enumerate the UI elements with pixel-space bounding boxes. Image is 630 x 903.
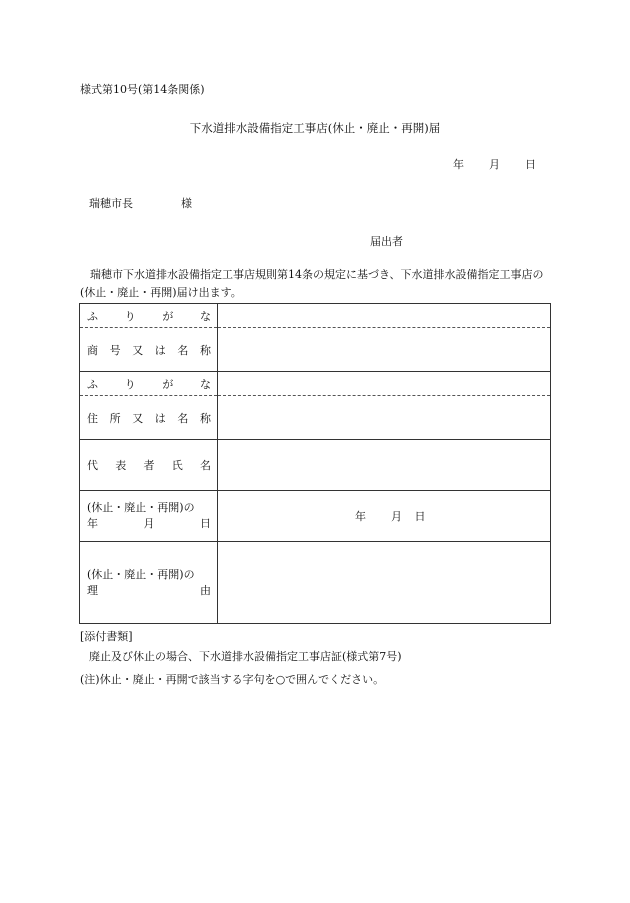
note-text: (注)休止・廃止・再開で該当する字句を○で囲んでください。 xyxy=(80,673,385,686)
label-reason-line1: (休止・廃止・再開)の xyxy=(87,567,195,581)
recipient-name: 瑞穂市長 xyxy=(89,197,133,210)
date-day: 日 xyxy=(525,158,536,171)
label-furigana-1: ふ り が な xyxy=(87,309,211,323)
date-year: 年 xyxy=(453,158,464,171)
field-address[interactable] xyxy=(218,396,551,440)
document-title: 下水道排水設備指定工事店(休止・廃止・再開)届 xyxy=(189,121,441,135)
attachments-heading: [添付書類] xyxy=(80,630,133,643)
recipient-honorific: 様 xyxy=(181,197,192,210)
form-number: 様式第10号(第14条関係) xyxy=(80,83,205,96)
field-date-month: 月 xyxy=(391,510,402,523)
field-furigana-1[interactable] xyxy=(218,304,551,328)
field-trade-name[interactable] xyxy=(218,328,551,372)
label-representative: 代 表 者 氏 名 xyxy=(87,459,211,472)
label-reason-line2: 理 由 xyxy=(87,583,211,597)
date-month: 月 xyxy=(489,158,500,171)
row-trade-name xyxy=(80,328,551,372)
label-trade-name: 商 号 又 は 名 称 xyxy=(87,343,211,357)
label-address: 住 所 又 は 名 称 xyxy=(87,411,211,425)
row-address xyxy=(80,396,551,440)
row-furigana-1 xyxy=(80,304,551,328)
submitter-label: 届出者 xyxy=(370,235,403,248)
field-reason[interactable] xyxy=(218,542,551,624)
field-date[interactable] xyxy=(218,491,551,542)
field-date-day: 日 xyxy=(414,510,426,523)
label-date-line1: (休止・廃止・再開)の xyxy=(87,501,195,514)
field-representative[interactable] xyxy=(218,440,551,491)
info-table xyxy=(79,303,551,624)
body-text: 瑞穂市下水道排水設備指定工事店規則第14条の規定に基づき、下水道排水設備指定工事店の(休止・廃止・再開)届け出ます。 xyxy=(80,268,544,299)
field-date-year: 年 xyxy=(355,510,366,523)
label-date-line2: 年 月 日 xyxy=(87,517,211,530)
row-date xyxy=(80,491,551,542)
row-furigana-2 xyxy=(80,372,551,396)
row-reason xyxy=(80,542,551,624)
row-representative xyxy=(80,440,551,491)
label-furigana-2: ふ り が な xyxy=(87,377,211,391)
field-furigana-2[interactable] xyxy=(218,372,551,396)
submission-date xyxy=(453,156,536,172)
attachments-item: 廃止及び休止の場合、下水道排水設備指定工事店証(様式第7号) xyxy=(89,650,402,663)
recipient xyxy=(89,195,192,211)
